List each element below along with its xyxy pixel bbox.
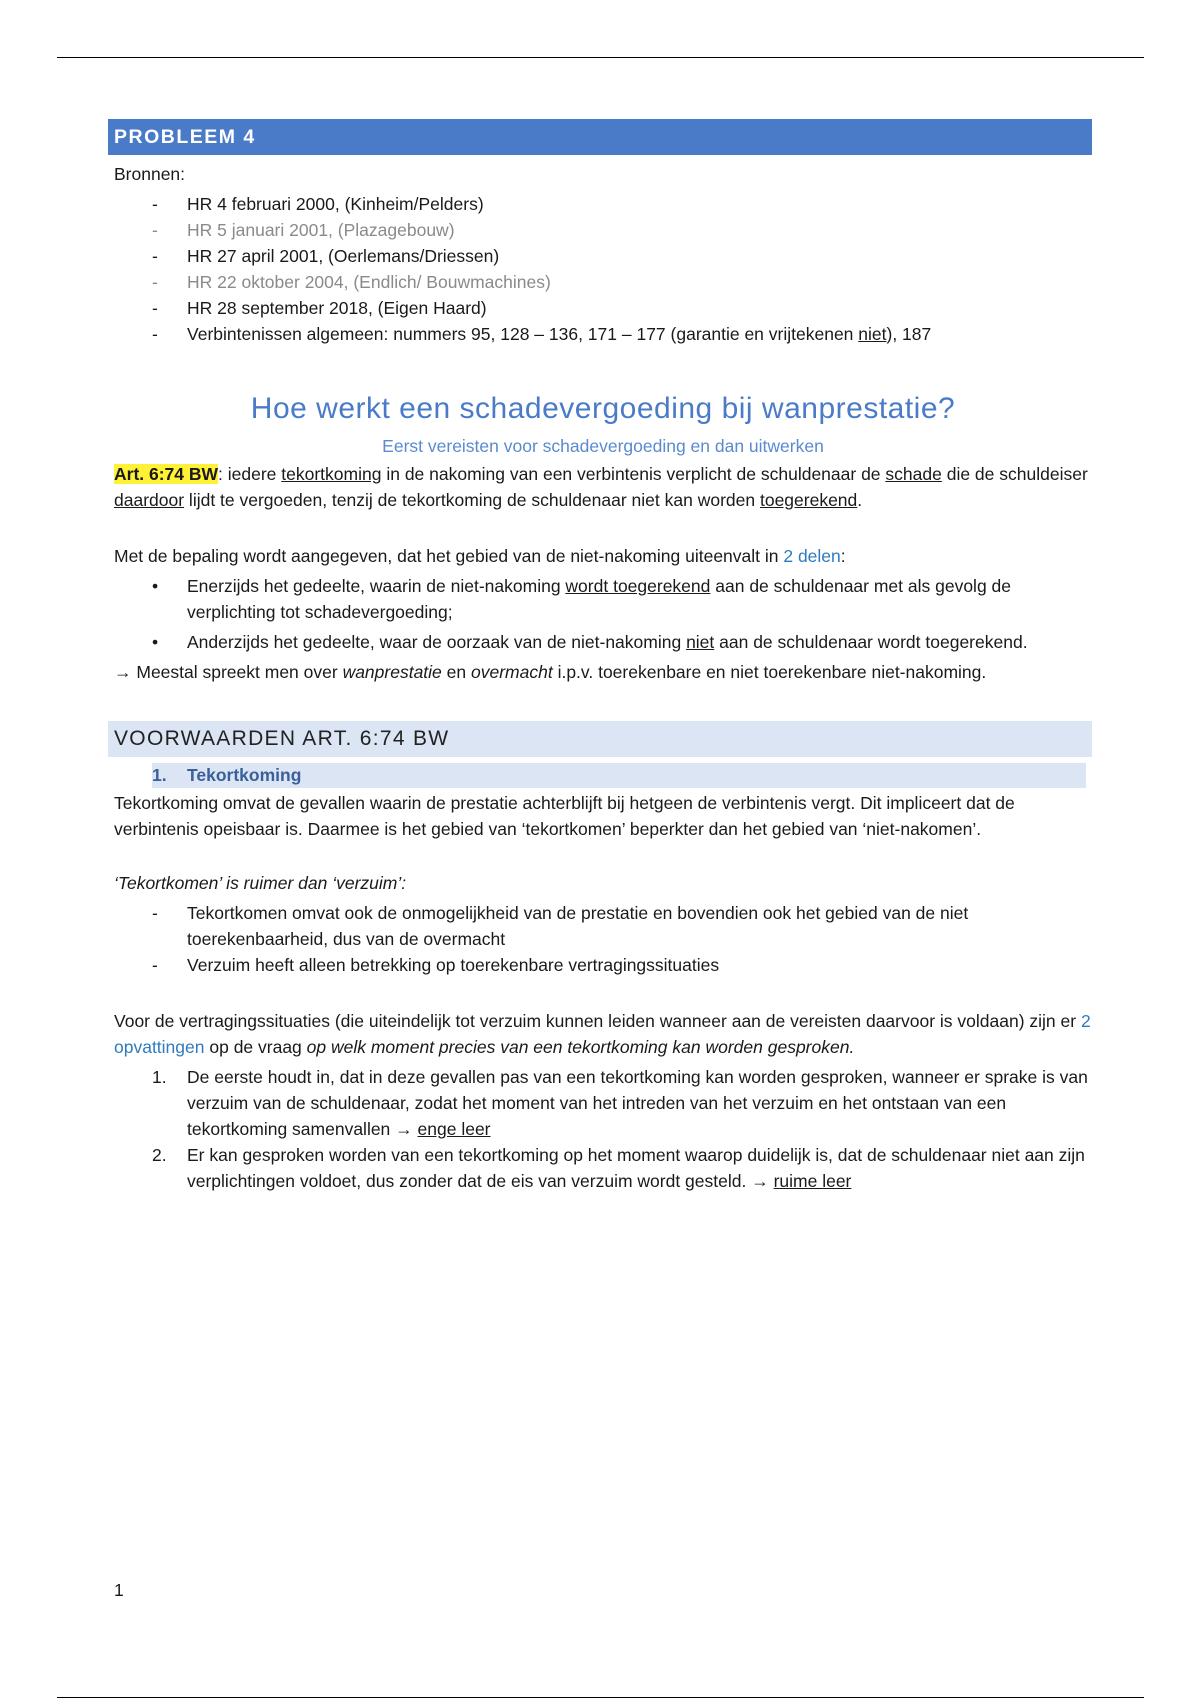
paragraph: Tekortkoming omvat de gevallen waarin de prestatie achterblijft bij hetgeen de verbintenis vergt. Dit impliceert dat de verbintenis opeisbaar is. Daarmee is het gebied van ‘tekortkomen’ beperkter dan het gebied van ‘niet-nakomen’. [114, 793, 1015, 839]
list-item: 1. De eerste houdt in, dat in deze gevallen pas van een tekortkoming kan worden gesproken, wanneer er sprake is van verzuim van de schuldenaar, zodat het moment van het intreden van het verzuim en het ontstaan van een tekortkoming samenvallen → enge leer [152, 1067, 1088, 1139]
parts-list [114, 573, 1092, 655]
problem-banner: PROBLEEM 4 [108, 119, 1092, 155]
sources-label: Bronnen: [114, 164, 186, 184]
source-item: - HR 5 januari 2001, (Plazagebouw) [114, 217, 1092, 243]
theories-list [114, 1064, 1092, 1194]
source-item: - HR 28 september 2018, (Eigen Haard) [114, 295, 1092, 321]
list-item: - Tekortkomen omvat ook de onmogelijkheid van de prestatie en bovendien ook het gebied van de niet toerekenbaarheid, dus van de overmacht [114, 900, 1092, 952]
comparison-list [114, 900, 1092, 978]
arrow-note: → Meestal spreekt men over wanprestatie en overmacht i.p.v. toerekenbare en niet toerekenbare niet-nakoming. [114, 662, 987, 682]
article-text: Art. 6:74 BW: iedere tekortkoming in de nakoming van een verbintenis verplicht de schuldenaar de schade die de schuldeiser daardoor lijdt te vergoeden, tenzij de tekortkoming de schuldenaar niet kan worden toegerekend. [114, 464, 1088, 510]
sources-list [114, 191, 1092, 347]
list-item: - Verzuim heeft alleen betrekking op toerekenbare vertragingssituaties [114, 952, 1092, 978]
page-title: Hoe werkt een schadevergoeding bij wanprestatie? [250, 392, 956, 425]
source-item: - HR 27 april 2001, (Oerlemans/Driessen) [114, 243, 1092, 269]
page-number: 1 [114, 1580, 124, 1600]
list-item: 2. Er kan gesproken worden van een tekortkoming op het moment waarop duidelijk is, dat de schuldenaar niet aan zijn verplichtingen voldoet, dus zonder dat de eis van verzuim wordt gesteld. → ruime leer [152, 1145, 1085, 1191]
section-heading: VOORWAARDEN ART. 6:74 BW [108, 721, 1092, 757]
top-rule [57, 57, 1144, 58]
paragraph: Voor de vertragingssituaties (die uiteindelijk tot verzuim kunnen leiden wanneer aan de vereisten daarvoor is voldaan) zijn er 2 opvattingen op de vraag op welk moment precies van een tekortkoming kan worden gesproken. [114, 1011, 1091, 1057]
page-subtitle: Eerst vereisten voor schadevergoeding en dan uitwerken [382, 436, 824, 456]
bottom-rule [57, 1697, 1144, 1698]
source-item: - Verbintenissen algemeen: nummers 95, 128 – 136, 171 – 177 (garantie en vrijtekenen niet), 187 [114, 321, 1092, 347]
list-item: • Anderzijds het gedeelte, waar de oorzaak van de niet-nakoming niet aan de schuldenaar wordt toegerekend. [114, 629, 1092, 655]
intro-paragraph: Met de bepaling wordt aangegeven, dat het gebied van de niet-nakoming uiteenvalt in 2 delen: [114, 546, 846, 566]
subheading: 1. Tekortkoming [152, 763, 1086, 788]
article-label: Art. 6:74 BW [114, 464, 219, 484]
source-item: - HR 4 februari 2000, (Kinheim/Pelders) [114, 191, 1092, 217]
document-body [114, 119, 1092, 1194]
source-item: - HR 22 oktober 2004, (Endlich/ Bouwmachines) [114, 269, 1092, 295]
list-item: • Enerzijds het gedeelte, waarin de niet-nakoming wordt toegerekend aan de schuldenaar met als gevolg de verplichting tot schadevergoeding; [114, 573, 1092, 625]
italic-line: ‘Tekortkomen’ is ruimer dan ‘verzuim’: [114, 873, 407, 893]
